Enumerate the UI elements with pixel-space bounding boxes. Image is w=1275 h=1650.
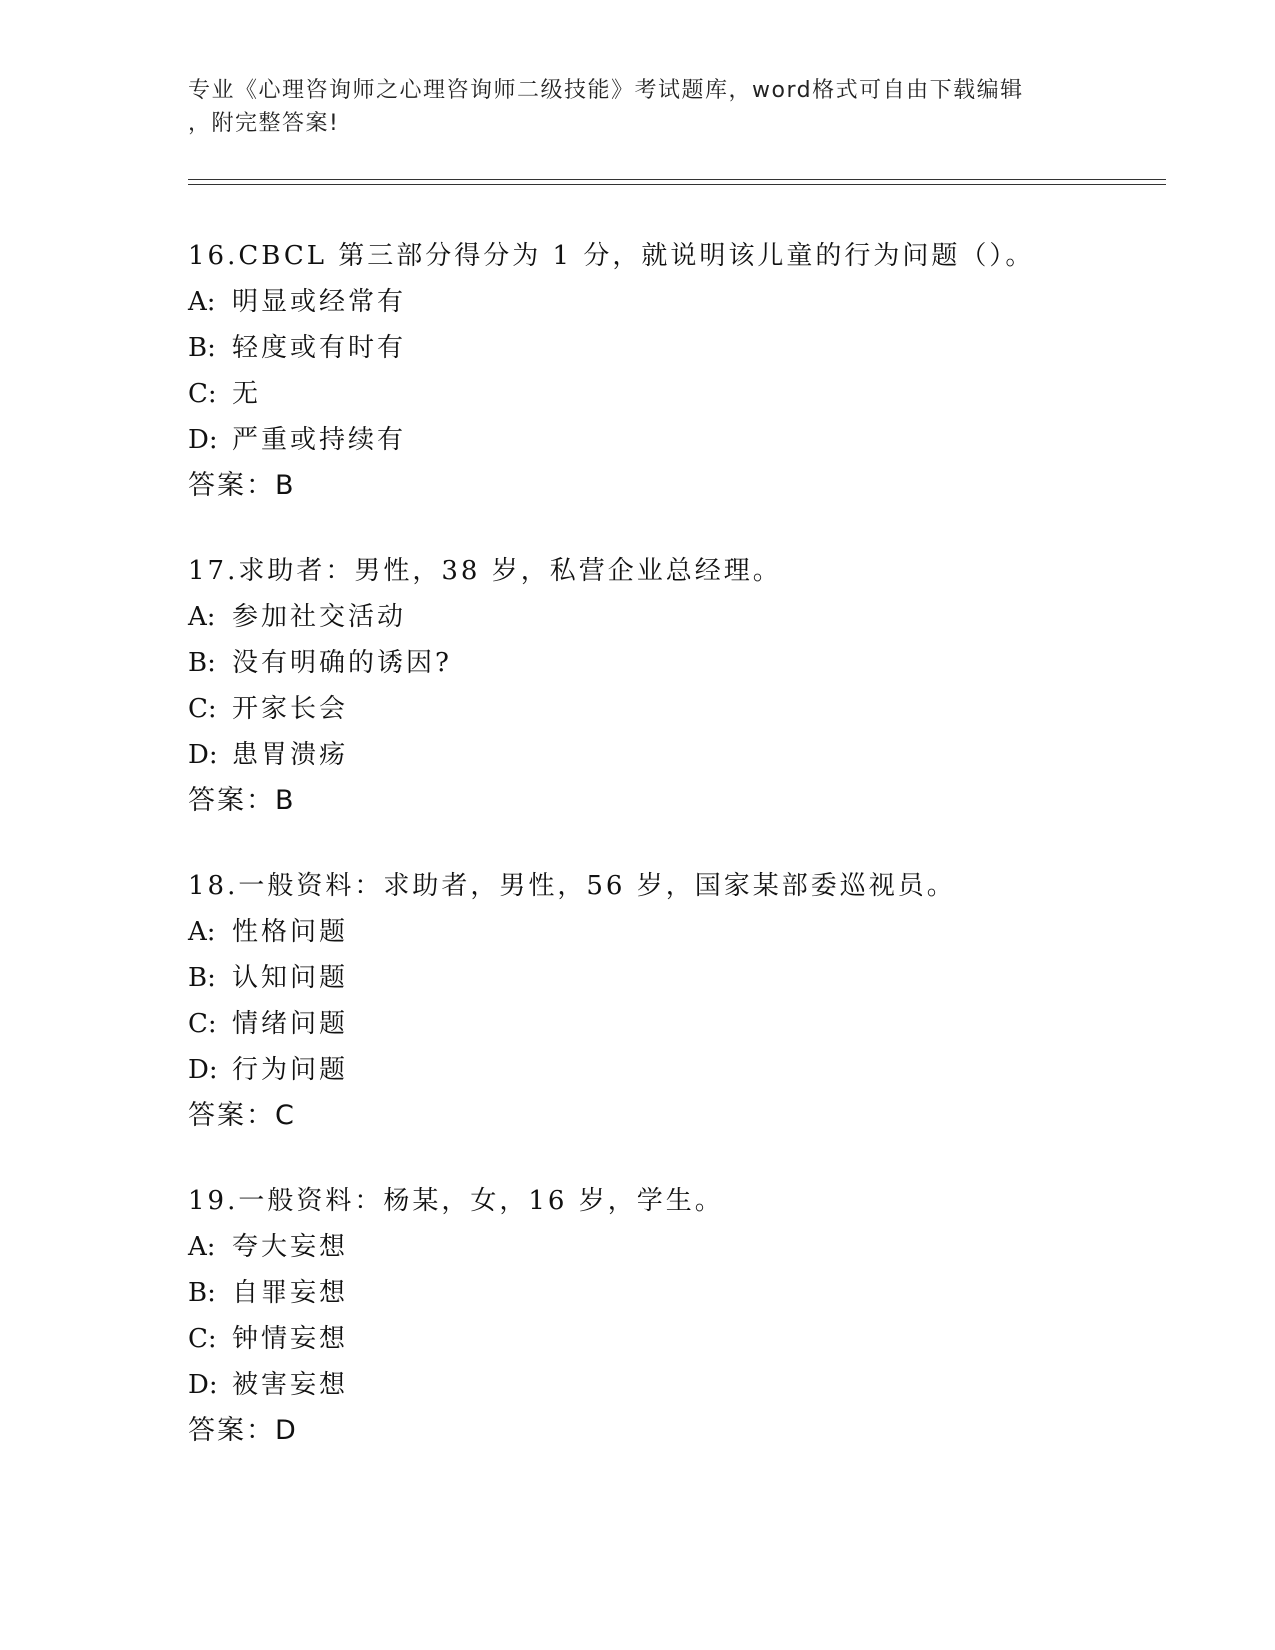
header-line-2: ，附完整答案! <box>188 111 340 136</box>
option-text: 没有明确的诱因? <box>232 648 452 678</box>
option-d <box>188 732 1168 778</box>
document-header <box>188 74 1088 140</box>
option-text: 轻度或有时有 <box>232 333 407 363</box>
option-text: 行为问题 <box>232 1055 349 1085</box>
option-a <box>188 1224 1168 1270</box>
option-d <box>188 417 1168 463</box>
question-stem: 19.一般资料：杨某，女，16 岁，学生。 <box>188 1186 724 1216</box>
option-letter: C: <box>188 1324 217 1354</box>
option-a <box>188 909 1168 955</box>
option-text: 开家长会 <box>232 694 349 724</box>
answer-label: 答案：C <box>188 1100 296 1131</box>
answer-label: 答案：D <box>188 1415 298 1446</box>
option-letter: C: <box>188 694 217 724</box>
option-letter: D: <box>188 1370 218 1400</box>
option-c <box>188 686 1168 732</box>
answer-label: 答案：B <box>188 470 296 501</box>
option-letter: A: <box>188 917 216 947</box>
question-stem: 18.一般资料：求助者，男性，56 岁，国家某部委巡视员。 <box>188 871 956 901</box>
option-letter: A: <box>188 602 216 632</box>
option-text: 严重或持续有 <box>232 425 407 455</box>
option-b <box>188 325 1168 371</box>
question-17 <box>188 548 1168 824</box>
option-letter: D: <box>188 740 218 770</box>
option-text: 认知问题 <box>232 963 349 993</box>
option-b <box>188 640 1168 686</box>
option-text: 被害妄想 <box>232 1370 349 1400</box>
option-b <box>188 1270 1168 1316</box>
option-text: 无 <box>232 379 262 409</box>
option-letter: D: <box>188 1055 218 1085</box>
option-d <box>188 1047 1168 1093</box>
option-a <box>188 594 1168 640</box>
option-text: 自罪妄想 <box>232 1278 349 1308</box>
option-letter: B: <box>188 333 216 363</box>
header-divider-top <box>188 179 1166 180</box>
question-stem: 17.求助者：男性，38 岁，私营企业总经理。 <box>188 556 782 586</box>
option-text: 情绪问题 <box>232 1009 349 1039</box>
option-a <box>188 279 1168 325</box>
option-c <box>188 371 1168 417</box>
option-text: 明显或经常有 <box>232 287 407 317</box>
option-text: 钟情妄想 <box>232 1324 349 1354</box>
option-text: 性格问题 <box>232 917 349 947</box>
option-letter: C: <box>188 379 217 409</box>
option-letter: A: <box>188 287 216 317</box>
question-19 <box>188 1178 1168 1454</box>
option-text: 患胃溃疡 <box>232 740 349 770</box>
answer-label: 答案：B <box>188 785 296 816</box>
option-c <box>188 1316 1168 1362</box>
header-divider-bottom <box>188 184 1166 185</box>
option-letter: B: <box>188 648 216 678</box>
option-text: 夸大妄想 <box>232 1232 349 1262</box>
option-letter: A: <box>188 1232 216 1262</box>
question-16 <box>188 233 1168 509</box>
option-letter: D: <box>188 425 218 455</box>
question-stem: 16.CBCL 第三部分得分为 1 分，就说明该儿童的行为问题（）。 <box>188 241 1035 271</box>
option-text: 参加社交活动 <box>232 602 407 632</box>
option-c <box>188 1001 1168 1047</box>
header-line-1: 专业《心理咨询师之心理咨询师二级技能》考试题库，word格式可自由下载编辑 <box>188 78 1024 103</box>
option-letter: C: <box>188 1009 217 1039</box>
question-18 <box>188 863 1168 1139</box>
option-letter: B: <box>188 963 216 993</box>
option-d <box>188 1362 1168 1408</box>
option-letter: B: <box>188 1278 216 1308</box>
option-b <box>188 955 1168 1001</box>
